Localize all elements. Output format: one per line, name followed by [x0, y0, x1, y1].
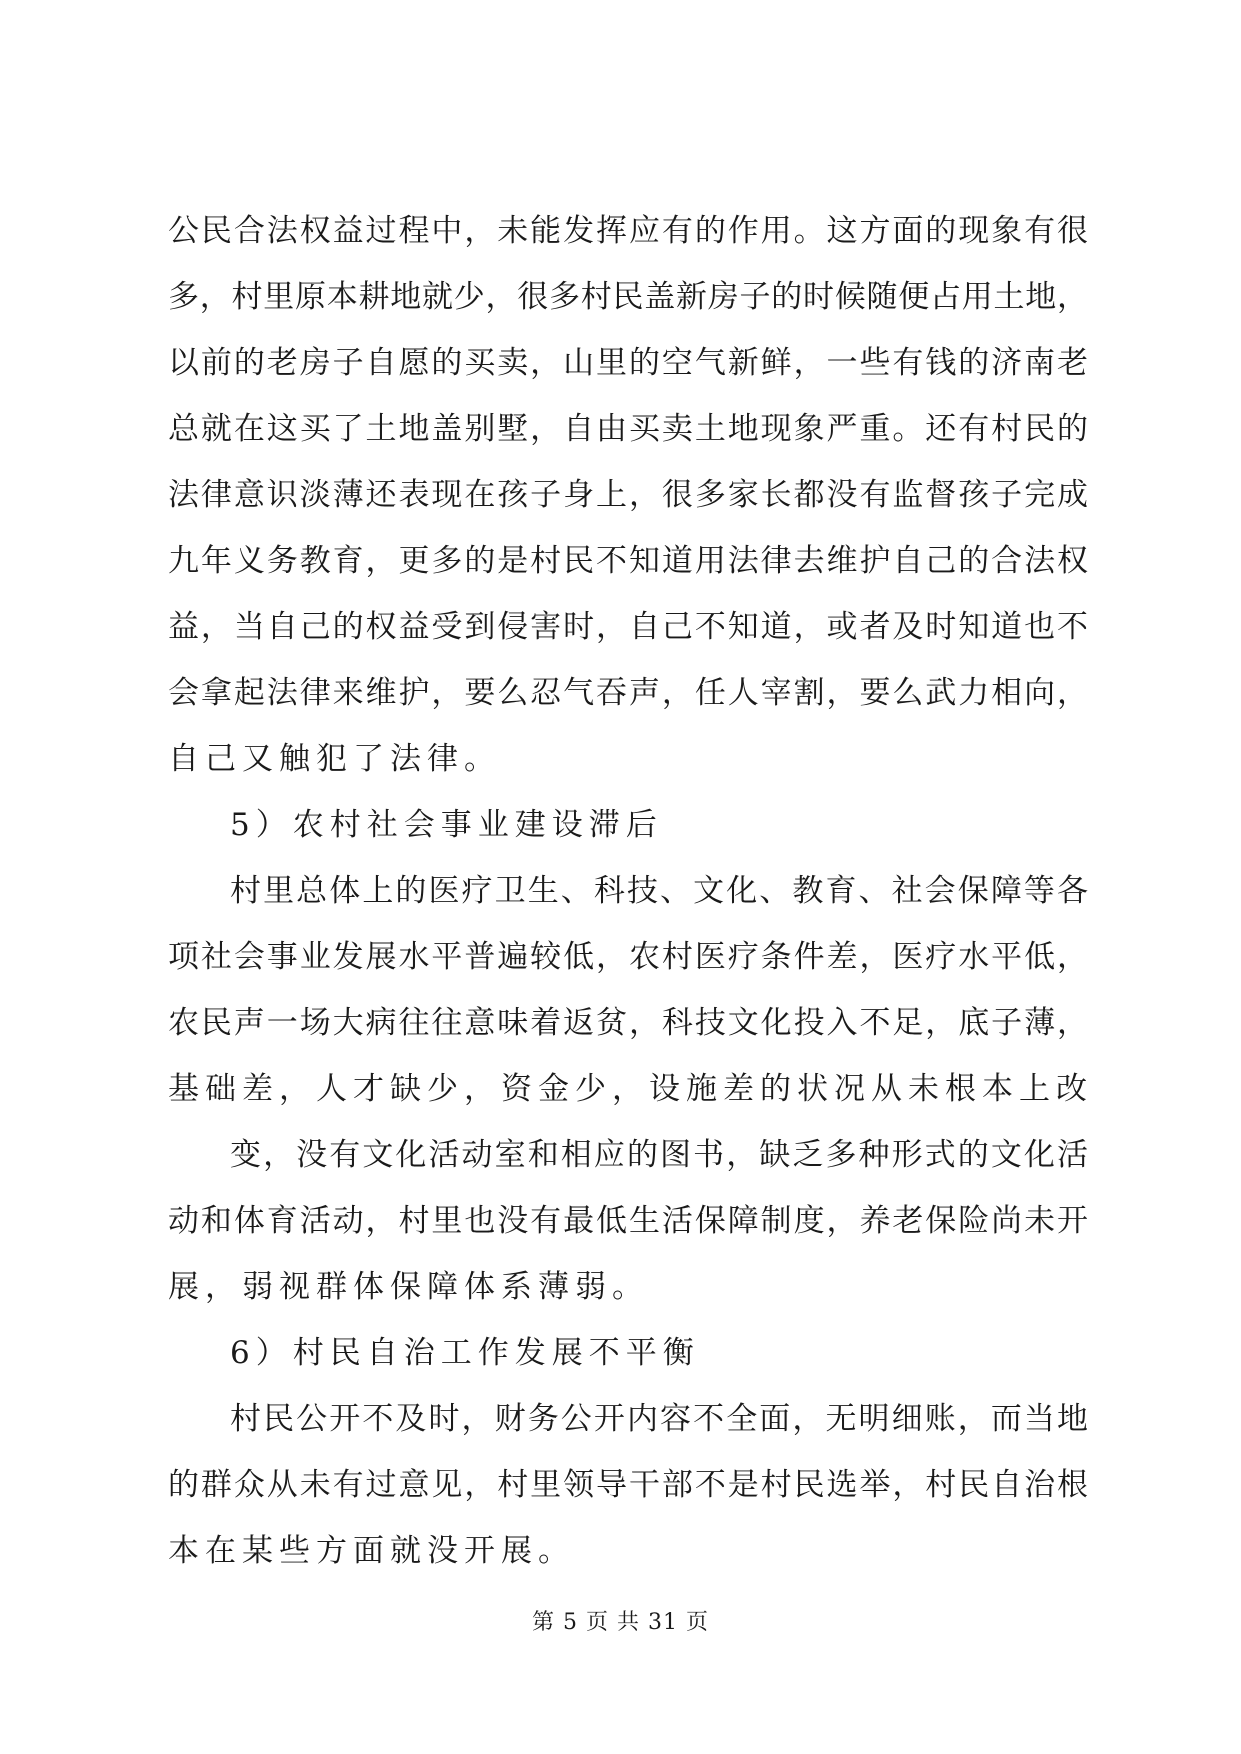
page-number-footer: 第 5 页 共 31 页: [532, 1610, 709, 1635]
text-line: 农民声一场大病往往意味着返贫，科技文化投入不足，底子薄，: [168, 1005, 1088, 1041]
section-heading-5: 5）农村社会事业建设滞后: [230, 807, 663, 843]
text-line: 以前的老房子自愿的买卖，山里的空气新鲜，一些有钱的济南老: [168, 345, 1088, 381]
section-heading-6: 6）村民自治工作发展不平衡: [230, 1335, 700, 1371]
text-line: 总就在这买了土地盖别墅，自由买卖土地现象严重。还有村民的: [168, 411, 1088, 447]
text-line: 变，没有文化活动室和相应的图书，缺乏多种形式的文化活: [230, 1137, 1088, 1173]
text-line: 九年义务教育，更多的是村民不知道用法律去维护自己的合法权: [168, 543, 1088, 579]
text-line: 益，当自己的权益受到侵害时，自己不知道，或者及时知道也不: [168, 609, 1088, 645]
text-line: 基础差，人才缺少，资金少，设施差的状况从未根本上改: [168, 1071, 1093, 1107]
text-line: 公民合法权益过程中，未能发挥应有的作用。这方面的现象有很: [168, 213, 1088, 249]
text-line: 展，弱视群体保障体系薄弱。: [168, 1269, 649, 1305]
text-line: 的群众从未有过意见，村里领导干部不是村民选举，村民自治根: [168, 1467, 1088, 1503]
text-line: 法律意识淡薄还表现在孩子身上，很多家长都没有监督孩子完成: [168, 477, 1088, 513]
text-line: 自己又触犯了法律。: [168, 741, 501, 777]
text-line: 动和体育活动，村里也没有最低生活保障制度，养老保险尚未开: [168, 1203, 1088, 1239]
text-line: 村民公开不及时，财务公开内容不全面，无明细账，而当地: [230, 1401, 1088, 1437]
text-line: 会拿起法律来维护，要么忍气吞声，任人宰割，要么武力相向，: [168, 675, 1088, 711]
text-line: 本在某些方面就没开展。: [168, 1533, 575, 1569]
text-line: 多，村里原本耕地就少，很多村民盖新房子的时候随便占用土地，: [168, 279, 1088, 315]
text-line: 项社会事业发展水平普遍较低，农村医疗条件差，医疗水平低，: [168, 939, 1088, 975]
text-line: 村里总体上的医疗卫生、科技、文化、教育、社会保障等各: [230, 873, 1088, 909]
